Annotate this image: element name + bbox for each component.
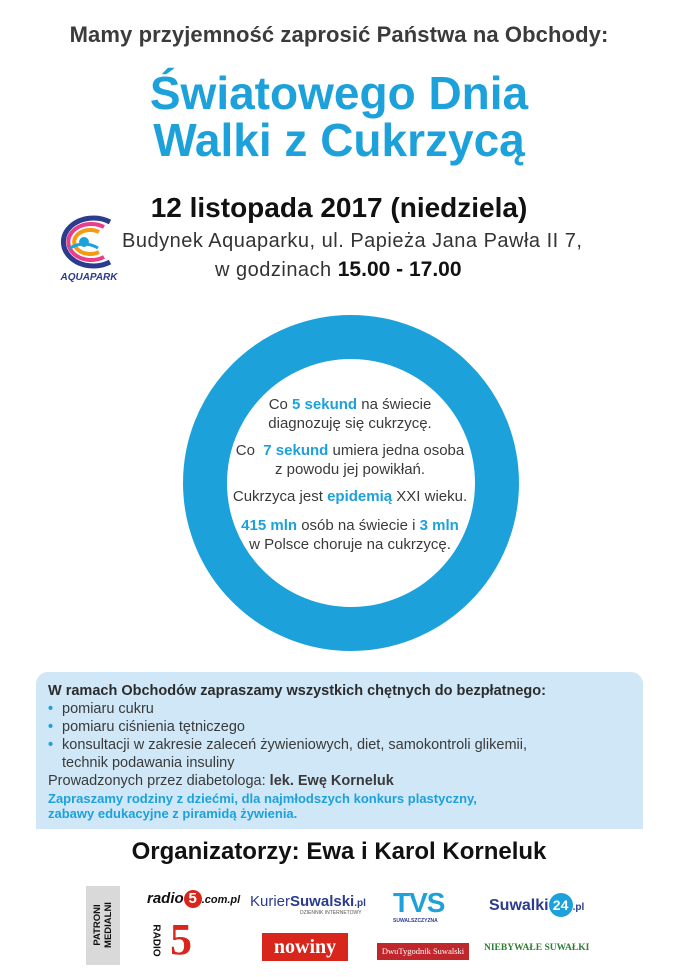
niebywale-suwalki-logo: NIEBYWAŁE SUWAŁKI [484,943,590,953]
panel-heading: W ramach Obchodów zapraszamy wszystkich chętnych do bezpłatnego: [48,683,546,699]
hours-prefix: w godzinach [215,259,332,281]
logo-text: Kurier [250,893,291,910]
logo-text: TVS [393,887,445,918]
radio5-logo [147,890,240,908]
event-date: 12 listopada 2017 (niedziela) [150,192,528,223]
logo-text: .pl [572,902,585,913]
fact-text: umiera jedna osoba [332,442,465,459]
hours-value: 15.00 - 17.00 [337,258,462,281]
aquapark-logo [48,210,130,282]
fact-highlight: 5 sekund [292,396,358,413]
fact-highlight: 415 mln [241,517,298,534]
led-by-prefix: Prowadzonych przez diabetologa: [48,773,266,789]
fact-text: XXI wieku. [396,488,468,505]
event-title-line1: Światowego Dnia [149,67,529,119]
dwutygodnik-logo: DwuTygodnik Suwalski [377,943,469,960]
list-item: • konsultacji w zakresie zaleceń żywieniowych, diet, samokontroli glikemii, technik podawania insuliny [48,736,562,772]
fact-text: Co [268,396,288,413]
invitation-line: Mamy przyjemność zaprosić Państwa na Obchody: [69,22,609,47]
panel-footer [48,791,638,821]
logo-text: 5 [170,915,192,964]
media-patrons-label [86,886,120,965]
organizers: Organizatorzy: Ewa i Karol Korneluk [131,838,547,865]
kurier-suwalski-logo [250,893,366,916]
fact-text: na świecie [361,396,432,413]
event-title-line2: Walki z Cukrzycą [153,114,525,166]
logo-subtext: DZIENNIK INTERNETOWY [300,910,362,916]
fact-text: osób na świecie i [301,517,416,534]
fact-5-seconds [200,395,500,433]
tvs-logo [393,888,444,924]
fact-text: Cukrzyca jest [232,488,323,505]
radio-5-logo [150,915,210,965]
fact-text: w Polsce choruje na cukrzycę. [249,536,451,553]
logo-text: RADIO [150,924,162,957]
fact-7-seconds [200,441,500,479]
logo-text: Suwalki [489,897,549,914]
fact-highlight: epidemią [327,488,393,505]
led-by-line [48,772,638,790]
fact-text: Co [235,442,255,459]
event-address: Budynek Aquaparku, ul. Papieża Jana Pawła II 7, [122,230,583,252]
list-item: • pomiaru cukru [48,700,638,718]
fact-text: diagnozuję się cukrzycę. [268,415,432,432]
media-patrons-text: PATRONI MEDIALNI [92,902,114,948]
aquapark-logo-text: AQUAPARK [60,272,118,282]
footer-line: Zapraszamy rodziny z dziećmi, dla najmłodszych konkurs plastyczny, [48,791,477,806]
suwalki24-logo [489,893,584,917]
fact-highlight: 3 mln [419,517,459,534]
nowiny-logo: nowiny [262,933,348,961]
footer-line: zabawy edukacyjne z piramidą żywienia. [48,806,298,821]
doctor-name: lek. Ewę Korneluk [269,773,394,789]
logo-text: radio [147,890,184,907]
logo-text: 24 [549,893,573,917]
logo-text: 5 [184,890,202,908]
logo-text: Suwalski [290,893,355,910]
services-panel [36,672,643,829]
blue-ring [183,315,519,651]
fact-millions [200,516,500,554]
fact-highlight: 7 sekund [263,442,329,459]
list-item: • pomiaru ciśnienia tętniczego [48,718,638,736]
fact-text: z powodu jej powikłań. [274,461,426,478]
logo-subtext: SUWALSZCZYZNA [393,918,438,924]
event-hours [215,258,462,282]
fact-epidemic [200,487,500,506]
logo-text: .com.pl [201,894,241,906]
logo-text: .pl [354,898,366,909]
